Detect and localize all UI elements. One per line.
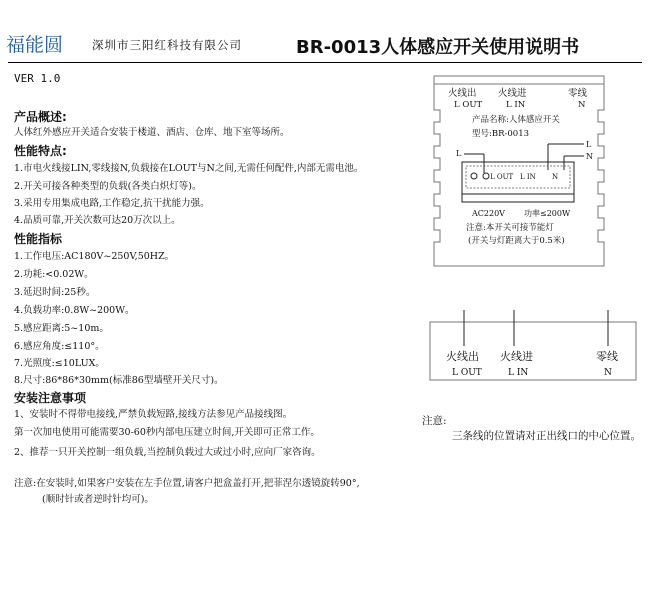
top-l-out-label: L OUT: [454, 100, 483, 110]
features-heading: 性能特点:: [14, 144, 67, 158]
bottom-note-line2: (顺时针或者逆时针均可)。: [42, 494, 154, 505]
side-n-label: N: [586, 152, 593, 161]
bottom-fire-out-label: 火线出: [446, 350, 479, 363]
bottom-l-out-label: L OUT: [452, 368, 482, 378]
spec-item: 2.功耗:<0.02W。: [14, 269, 94, 280]
bottom-note-line1: 注意:在安装时,如果客户安装在左手位置,请客户把盒盖打开,把菲涅尔透镜旋转90°,: [14, 478, 360, 489]
install-item: 1、安装时不得带电接线,严禁负载短路,接线方法参见产品接线图。: [14, 409, 293, 420]
spec-item: 7.光照度:≤10LUX。: [14, 358, 105, 369]
product-name-label: 产品名称:人体感应开关: [472, 115, 560, 125]
overview-text: 人体红外感应开关适合安装于楼道、酒店、仓库、地下室等场所。: [14, 127, 290, 138]
wiring-diagram-top: [428, 70, 610, 272]
top-l-in-label: L IN: [506, 100, 526, 110]
inner-l-in-label: L IN: [520, 173, 536, 181]
bottom-l-in-label: L IN: [508, 368, 529, 378]
inner-l-out-label: L OUT: [490, 173, 514, 181]
wiring-diagram-bottom: [428, 306, 638, 384]
feature-item: 4.品质可靠,开关次数可达20万次以上。: [14, 215, 181, 226]
terminal-block: [462, 162, 574, 202]
feature-item: 3.采用专用集成电路,工作稳定,抗干扰能力强。: [14, 198, 210, 209]
spec-item: 4.负载功率:0.8W~200W。: [14, 305, 135, 316]
spec-item: 8.尺寸:86*86*30mm(标准86型墙壁开关尺寸)。: [14, 375, 224, 386]
bottom-neutral-label: 零线: [596, 350, 618, 363]
header-divider: [8, 62, 642, 63]
feature-item: 2.开关可接各种类型的负载(各类白炽灯等)。: [14, 181, 202, 192]
bottom-fire-in-label: 火线进: [500, 350, 533, 363]
spec-item: 1.工作电压:AC180V~250V,50HZ。: [14, 251, 175, 262]
top-fire-out-label: 火线出: [448, 88, 477, 99]
bottom-n-label: N: [604, 368, 612, 378]
top-n-label: N: [578, 100, 586, 110]
spec-item: 6.感应角度:≤110°。: [14, 341, 105, 352]
spec-item: 3.延迟时间:25秒。: [14, 287, 96, 298]
top-neutral-label: 零线: [568, 88, 588, 99]
spec-item: 5.感应距离:5~10m。: [14, 323, 109, 334]
voltage-label: AC220V: [472, 209, 505, 218]
install-item: 2、推荐一只开关控制一组负载,当控制负载过大或过小时,应向厂家咨询。: [14, 447, 321, 458]
right-note-text: 三条线的位置请对正出线口的中心位置。: [452, 430, 641, 442]
inner-n-label: N: [552, 173, 559, 181]
energy-saving-note: 注意:本开关可接节能灯: [466, 223, 554, 233]
terminal-screw: [471, 173, 477, 179]
brand-logo-text: 福能圆: [6, 34, 64, 56]
company-name: 深圳市三阳红科技有限公司: [92, 38, 242, 52]
right-note-label: 注意:: [422, 415, 447, 427]
feature-item: 1.市电火线接LIN,零线接N,负载接在LOUT与N之间,无需任何配件,内部无需电池。: [14, 163, 364, 174]
terminal-screw: [483, 173, 489, 179]
distance-note: (开关与灯距离大于0.5米): [468, 236, 565, 246]
overview-heading: 产品概述:: [14, 110, 67, 124]
specs-heading: 性能指标: [14, 232, 63, 246]
power-label: 功率≤200W: [524, 209, 571, 218]
install-heading: 安装注意事项: [14, 391, 87, 405]
model-label: 型号:BR-0013: [472, 129, 530, 139]
document-title: BR-0013人体感应开关使用说明书: [296, 37, 580, 58]
top-fire-in-label: 火线进: [498, 88, 527, 99]
install-item: 第一次加电使用可能需要30-60秒内部电压建立时间,开关即可正常工作。: [14, 427, 320, 438]
version-label: VER 1.0: [14, 72, 61, 85]
left-l-label: L: [456, 149, 462, 158]
side-l-label: L: [586, 140, 592, 149]
